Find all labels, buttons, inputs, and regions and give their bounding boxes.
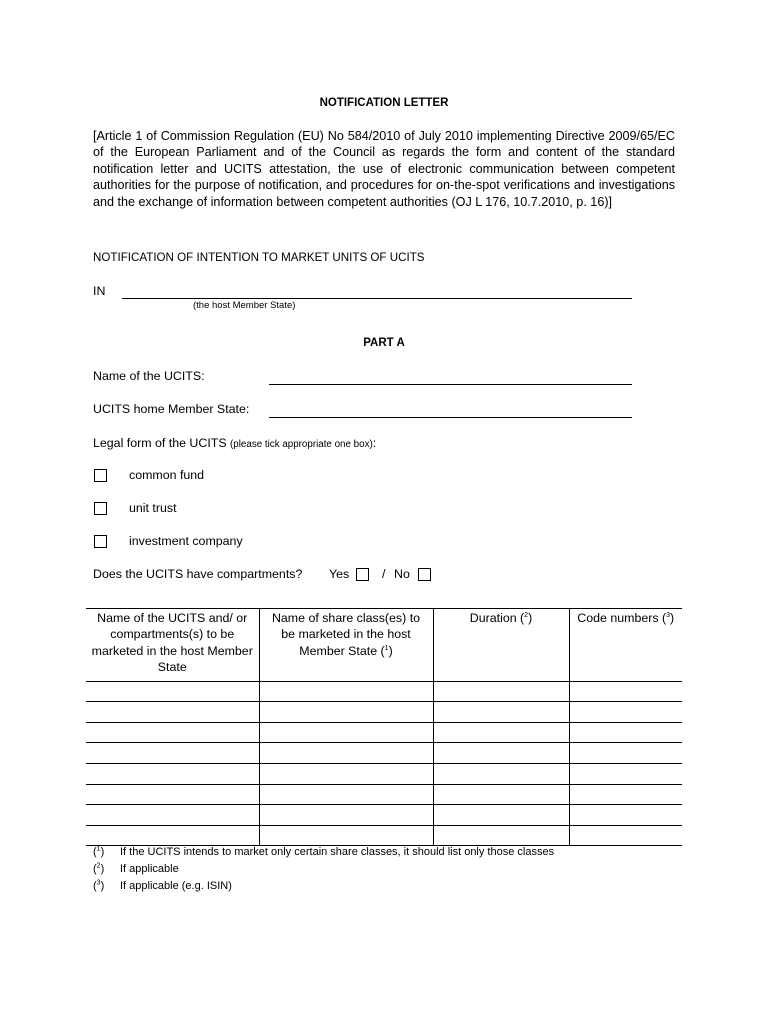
compartments-yes-label: Yes — [329, 567, 350, 581]
host-member-state-line[interactable] — [122, 298, 632, 299]
table-cell[interactable] — [86, 702, 259, 723]
table-row — [86, 825, 682, 846]
footnote-2 — [93, 863, 179, 875]
table-cell[interactable] — [569, 784, 682, 805]
header-ucits-name: Name of the UCITS and/ or compartments(s) to be marketed in the host Member State — [86, 609, 259, 682]
table-row — [86, 722, 682, 743]
table-cell[interactable] — [86, 784, 259, 805]
compartments-no-label: No — [394, 567, 410, 581]
table-row — [86, 702, 682, 723]
unit-trust-checkbox[interactable] — [94, 502, 107, 515]
compartments-slash: / — [382, 567, 386, 581]
intent-heading: NOTIFICATION OF INTENTION TO MARKET UNITS OF UCITS — [93, 251, 425, 264]
footnote-3-text: If applicable (e.g. ISIN) — [120, 880, 232, 892]
table-cell[interactable] — [569, 702, 682, 723]
table-cell[interactable] — [433, 722, 569, 743]
footnote-2-marker: ($^2$) — [93, 862, 105, 875]
table-cell[interactable] — [569, 825, 682, 846]
table-cell[interactable] — [86, 681, 259, 702]
table-cell[interactable] — [569, 743, 682, 764]
home-member-state-label: UCITS home Member State: — [93, 402, 250, 416]
table-cell[interactable] — [86, 805, 259, 826]
investment-company-label: investment company — [129, 534, 243, 548]
investment-company-checkbox[interactable] — [94, 535, 107, 548]
regulation-citation: [Article 1 of Commission Regulation (EU) No 584/2010 of July 2010 implementing Directive 2009/65/EC of the European Parliament and of the Council as regards the form and content of the standard notification letter and UCITS attestation, the use of electronic communication between competent authorities for the purpose of notification, and procedures for on-the-spot verifications and investigations and the exchange of information between competent authorities (OJ L 176, 10.7.2010, p. 16)] — [93, 129, 675, 209]
ucits-name-line[interactable] — [269, 384, 632, 385]
table-cell[interactable] — [433, 825, 569, 846]
header-duration: Duration ($^2$) — [433, 609, 569, 682]
footnote-3-marker: ($^3$) — [93, 879, 105, 892]
table-cell[interactable] — [86, 825, 259, 846]
table-header-row — [86, 609, 682, 682]
table-cell[interactable] — [86, 743, 259, 764]
legal-form-text: Legal form of the UCITS — [93, 436, 231, 450]
legal-form-label — [93, 436, 376, 450]
table-row — [86, 681, 682, 702]
home-member-state-line[interactable] — [269, 417, 632, 418]
compartments-question: Does the UCITS have compartments? — [93, 567, 303, 581]
footnote-1-text: If the UCITS intends to market only certain share classes, it should list only those classes — [120, 846, 555, 858]
host-member-state-hint: (the host Member State) — [193, 300, 296, 311]
unit-trust-label: unit trust — [129, 501, 177, 515]
table-cell[interactable] — [569, 722, 682, 743]
table-row — [86, 784, 682, 805]
legal-form-colon: : — [372, 436, 377, 450]
table-cell[interactable] — [433, 805, 569, 826]
table-row — [86, 743, 682, 764]
table-cell[interactable] — [569, 681, 682, 702]
document-title: NOTIFICATION LETTER — [319, 97, 449, 109]
common-fund-checkbox[interactable] — [94, 469, 107, 482]
legal-form-hint: (please tick appropriate one box) — [230, 439, 373, 450]
table-cell[interactable] — [433, 702, 569, 723]
table-cell[interactable] — [259, 805, 433, 826]
table-cell[interactable] — [259, 681, 433, 702]
share-class-table — [86, 608, 682, 846]
table-row — [86, 805, 682, 826]
table-cell[interactable] — [259, 722, 433, 743]
part-a-heading: PART A — [363, 337, 405, 349]
common-fund-label: common fund — [129, 468, 205, 482]
table-cell[interactable] — [569, 805, 682, 826]
table-cell[interactable] — [259, 784, 433, 805]
footnote-1-marker: ($^1$) — [93, 845, 105, 858]
table-cell[interactable] — [259, 743, 433, 764]
table-row — [86, 764, 682, 785]
compartments-no-checkbox[interactable] — [418, 568, 431, 581]
table-body — [86, 681, 682, 846]
table-cell[interactable] — [259, 702, 433, 723]
compartments-yes-checkbox[interactable] — [356, 568, 369, 581]
table-cell[interactable] — [86, 722, 259, 743]
table-cell[interactable] — [433, 784, 569, 805]
table-cell[interactable] — [433, 764, 569, 785]
table-cell[interactable] — [569, 764, 682, 785]
table-cell[interactable] — [259, 825, 433, 846]
footnote-1 — [93, 846, 554, 858]
header-code-numbers: Code numbers ($^3$) — [569, 609, 682, 682]
table-cell[interactable] — [259, 764, 433, 785]
header-share-class: Name of share class(es) to be marketed in the host Member State ($^1$) — [259, 609, 433, 682]
table-cell[interactable] — [433, 681, 569, 702]
table-cell[interactable] — [86, 764, 259, 785]
table-cell[interactable] — [433, 743, 569, 764]
footnote-2-text: If applicable — [120, 863, 179, 875]
footnote-3 — [93, 880, 232, 892]
ucits-name-label: Name of the UCITS: — [93, 369, 205, 383]
in-label: IN — [93, 284, 106, 298]
